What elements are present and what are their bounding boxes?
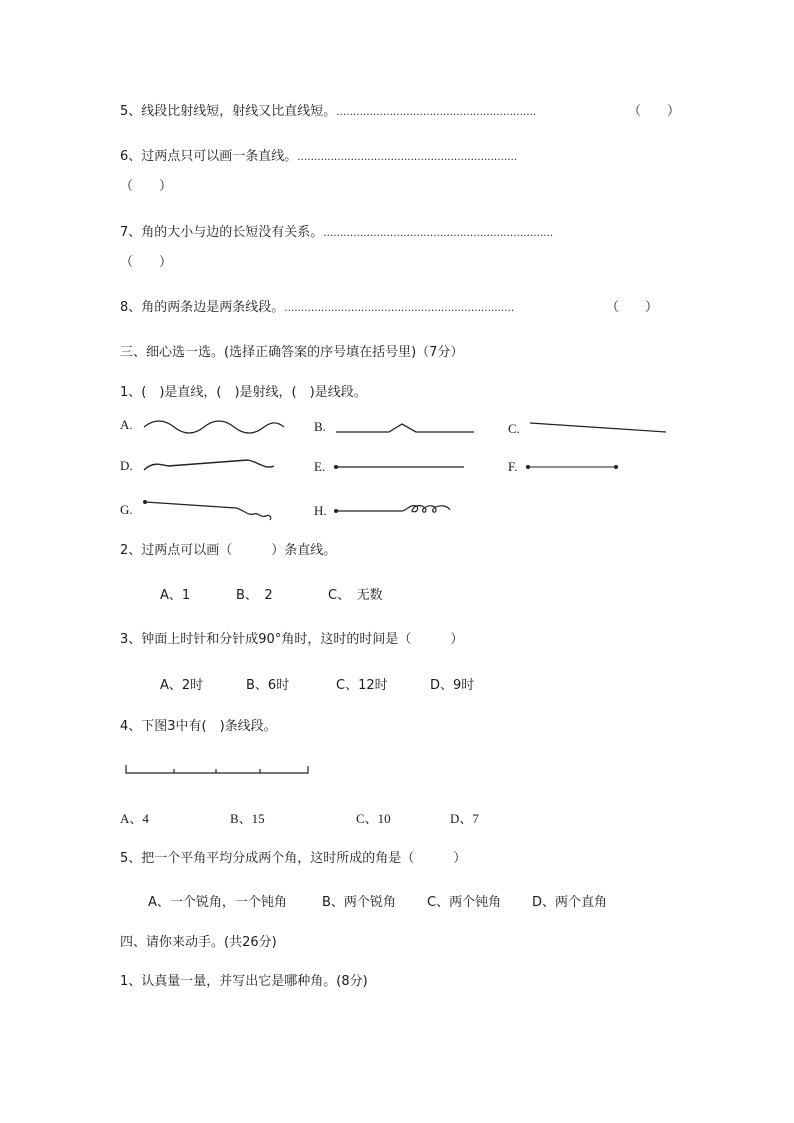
s3-q4-option-a[interactable]: A、4 — [120, 811, 149, 826]
figure-c-straight-line — [528, 418, 668, 438]
q7-answer-paren[interactable]: （ ） — [120, 255, 173, 270]
judgment-q7 — [120, 224, 553, 243]
s3-q4-option-d[interactable]: D、7 — [450, 811, 479, 826]
q5-text: 5、线段比射线短，射线又比直线短。 — [120, 104, 337, 119]
figure-d-curved-segment — [140, 456, 280, 478]
s3-q2-option-a[interactable]: A、1 — [160, 588, 191, 603]
figure-a-wavy-line — [140, 415, 290, 437]
fig-label-a: A. — [120, 417, 133, 432]
fig-label-f: F. — [508, 459, 518, 474]
s3-q5-option-b[interactable]: B、两个锐角 — [322, 895, 396, 910]
figure-g-bent-line — [140, 496, 280, 526]
s3-q4-option-c[interactable]: C、10 — [356, 811, 391, 826]
fig-label-b: B. — [314, 419, 326, 434]
section3-title: 三、细心选一选。(选择正确答案的序号填在括号里)（7分） — [120, 345, 464, 360]
figure-b-bumped-line — [334, 416, 479, 438]
figure-e-ray — [332, 460, 467, 474]
s3-q2-text: 2、过两点可以画（ ）条直线。 — [120, 543, 337, 558]
s3-q3-option-a[interactable]: A、2时 — [160, 678, 204, 693]
judgment-q6 — [120, 148, 517, 167]
fig-label-h: H. — [314, 503, 327, 518]
figure-h-curly-line — [332, 500, 462, 522]
fig-label-c: C. — [508, 421, 520, 436]
q8-text: 8、角的两条边是两条线段。 — [120, 300, 285, 315]
q8-answer-paren[interactable]: （ ） — [606, 300, 659, 315]
s3-q2-option-c[interactable]: C、 无数 — [328, 588, 383, 603]
s4-q1-text: 1、认真量一量，并写出它是哪种角。(8分) — [120, 974, 368, 989]
s3-q1-text: 1、( )是直线，( )是射线，( )是线段。 — [120, 385, 367, 400]
s3-q3-option-d[interactable]: D、9时 — [430, 678, 475, 693]
q5-answer-paren[interactable]: （ ） — [628, 104, 681, 119]
fig-label-e: E. — [314, 459, 326, 474]
s3-q3-text: 3、钟面上时针和分针成90°角时，这时的时间是（ ） — [120, 632, 464, 647]
q5-dots: …………………………………………………… — [336, 107, 537, 118]
q7-dots: …………………………………………………………… — [323, 228, 554, 239]
fig-label-d: D. — [120, 458, 133, 473]
s3-q3-option-c[interactable]: C、12时 — [336, 678, 388, 693]
q6-answer-paren[interactable]: （ ） — [120, 179, 173, 194]
q6-dots: ………………………………………………………… — [297, 152, 518, 163]
judgment-q8 — [120, 299, 514, 318]
s3-q2-option-b[interactable]: B、 2 — [236, 588, 273, 603]
section4-title: 四、请你来动手。(共26分) — [120, 935, 277, 950]
q7-text: 7、角的大小与边的长短没有关系。 — [120, 225, 324, 240]
q8-dots: …………………………………………………………… — [284, 303, 515, 314]
s3-q5-option-a[interactable]: A、一个锐角，一个钝角 — [148, 895, 287, 910]
figure-3-segments — [124, 762, 312, 778]
figure-f-segment — [524, 460, 624, 474]
s3-q4-text: 4、下图3中有( )条线段。 — [120, 719, 277, 734]
s3-q5-option-d[interactable]: D、两个直角 — [532, 895, 608, 910]
s3-q5-text: 5、把一个平角平均分成两个角，这时所成的角是（ ） — [120, 851, 467, 866]
s3-q3-option-b[interactable]: B、6时 — [246, 678, 290, 693]
q6-text: 6、过两点只可以画一条直线。 — [120, 149, 298, 164]
fig-label-g: G. — [120, 502, 133, 517]
s3-q5-option-c[interactable]: C、两个钝角 — [427, 895, 502, 910]
judgment-q5 — [120, 103, 536, 122]
s3-q4-option-b[interactable]: B、15 — [230, 811, 265, 826]
